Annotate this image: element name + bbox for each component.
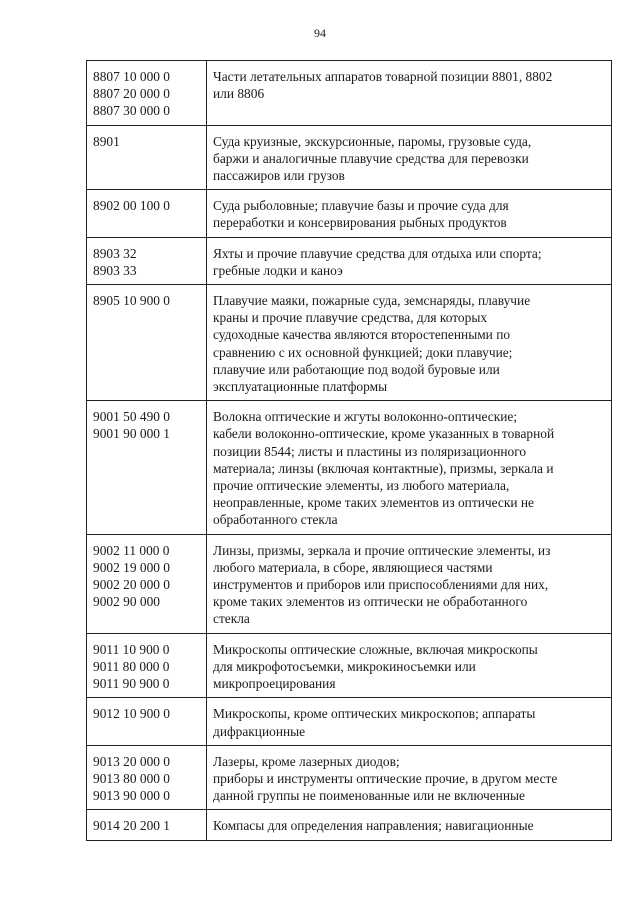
table-row xyxy=(87,810,612,840)
description-line: инструментов и приборов или приспособлениями для них, xyxy=(213,577,549,593)
tariff-code: 8807 20 000 0 xyxy=(93,86,170,102)
description-line: материала; линзы (включая контактные), призмы, зеркала и xyxy=(213,460,554,476)
tariff-code: 9002 20 000 0 xyxy=(93,577,170,593)
table-row xyxy=(87,125,612,190)
description-cell xyxy=(207,190,612,237)
description-line: стекла xyxy=(213,611,250,627)
description-line: или 8806 xyxy=(213,86,265,102)
description-line: Волокна оптические и жгуты волоконно-оптические; xyxy=(213,409,518,425)
description-line: Части летательных аппаратов товарной позиции 8801, 8802 xyxy=(213,69,553,84)
description-line: Суда рыболовные; плавучие базы и прочие суда для xyxy=(213,198,509,214)
page-number: 94 xyxy=(314,26,326,40)
description-cell xyxy=(207,534,612,633)
table-row xyxy=(87,698,612,745)
table-row xyxy=(87,61,612,126)
description-line: неоправленные, кроме таких элементов из оптически не xyxy=(213,495,534,511)
tariff-code: 9014 20 200 1 xyxy=(93,818,170,834)
table-row xyxy=(87,401,612,534)
description-line: прочие оптические элементы, из любого материала, xyxy=(213,478,510,494)
tariff-code: 9011 80 000 0 xyxy=(93,658,170,674)
code-cell xyxy=(87,237,207,284)
tariff-code: 8807 30 000 0 xyxy=(93,103,170,119)
description-line: обработанного стекла xyxy=(213,512,338,528)
description-cell xyxy=(207,633,612,698)
description-line: баржи и аналогичные плавучие средства для перевозки xyxy=(213,150,529,166)
tariff-code: 8807 10 000 0 xyxy=(93,69,170,84)
description-cell xyxy=(207,810,612,840)
description-line: Линзы, призмы, зеркала и прочие оптические элементы, из xyxy=(213,542,551,558)
code-cell xyxy=(87,698,207,745)
description-cell xyxy=(207,285,612,401)
tariff-code: 8903 33 xyxy=(93,262,137,278)
table-row xyxy=(87,190,612,237)
table-row xyxy=(87,633,612,698)
tariff-code-table xyxy=(86,60,612,841)
description-line: гребные лодки и каноэ xyxy=(213,262,343,278)
description-line: приборы и инструменты оптические прочие, в другом месте xyxy=(213,770,558,786)
tariff-code: 9001 90 000 1 xyxy=(93,426,170,442)
description-cell xyxy=(207,698,612,745)
description-line: позиции 8544; листы и пластины из поляризационного xyxy=(213,443,527,459)
description-line: краны и прочие плавучие средства, для которых xyxy=(213,310,488,326)
table-row xyxy=(87,745,612,810)
description-line: микропроецирования xyxy=(213,676,336,692)
tariff-code: 9002 90 000 xyxy=(93,594,160,610)
description-line: Лазеры, кроме лазерных диодов; xyxy=(213,753,400,769)
tariff-code: 9011 10 900 0 xyxy=(93,641,170,657)
table-row xyxy=(87,237,612,284)
tariff-code: 9013 90 000 0 xyxy=(93,788,170,804)
tariff-code: 9013 20 000 0 xyxy=(93,753,170,769)
description-line: кроме таких элементов из оптически не обработанного xyxy=(213,594,528,610)
code-cell xyxy=(87,633,207,698)
table-body xyxy=(87,61,612,841)
description-line: сравнению с их основной функцией; доки плавучие; xyxy=(213,344,513,360)
description-line: дифракционные xyxy=(213,723,306,739)
tariff-code: 9002 11 000 0 xyxy=(93,542,170,558)
description-line: Микроскопы, кроме оптических микроскопов; аппараты xyxy=(213,706,536,722)
code-cell xyxy=(87,810,207,840)
code-cell xyxy=(87,401,207,534)
code-cell xyxy=(87,534,207,633)
tariff-code: 8901 xyxy=(93,133,120,149)
tariff-code: 8903 32 xyxy=(93,245,137,261)
description-cell xyxy=(207,237,612,284)
description-line: Компасы для определения направления; навигационные xyxy=(213,818,534,834)
table-row xyxy=(87,534,612,633)
description-cell xyxy=(207,125,612,190)
tariff-code: 8902 00 100 0 xyxy=(93,198,170,214)
description-line: для микрофотосъемки, микрокиносъемки или xyxy=(213,658,476,674)
description-line: данной группы не поименованные или не включенные xyxy=(213,788,525,804)
description-line: Суда круизные, экскурсионные, паромы, грузовые суда, xyxy=(213,133,532,149)
description-line: переработки и консервирования рыбных продуктов xyxy=(213,215,507,231)
description-line: Яхты и прочие плавучие средства для отдыха или спорта; xyxy=(213,245,542,261)
tariff-code: 9002 19 000 0 xyxy=(93,559,170,575)
description-line: Плавучие маяки, пожарные суда, земснаряды, плавучие xyxy=(213,293,531,309)
description-cell xyxy=(207,61,612,126)
code-cell xyxy=(87,285,207,401)
tariff-code: 9011 90 900 0 xyxy=(93,676,170,692)
description-line: судоходные качества являются второстепенными по xyxy=(213,327,511,343)
tariff-code: 9012 10 900 0 xyxy=(93,706,170,722)
description-line: эксплуатационные платформы xyxy=(213,379,388,395)
description-cell xyxy=(207,401,612,534)
description-cell xyxy=(207,745,612,810)
code-cell xyxy=(87,125,207,190)
description-line: кабели волоконно-оптические, кроме указанных в товарной xyxy=(213,426,555,442)
table-row xyxy=(87,285,612,401)
description-line: пассажиров или грузов xyxy=(213,168,345,184)
description-line: плавучие или работающие под водой буровые или xyxy=(213,361,500,377)
code-cell xyxy=(87,190,207,237)
code-cell xyxy=(87,745,207,810)
description-line: Микроскопы оптические сложные, включая микроскопы xyxy=(213,641,538,657)
description-line: любого материала, в сборе, являющиеся частями xyxy=(213,559,493,575)
tariff-code: 9013 80 000 0 xyxy=(93,770,170,786)
code-cell xyxy=(87,61,207,126)
tariff-code: 9001 50 490 0 xyxy=(93,409,170,425)
tariff-code: 8905 10 900 0 xyxy=(93,293,170,309)
